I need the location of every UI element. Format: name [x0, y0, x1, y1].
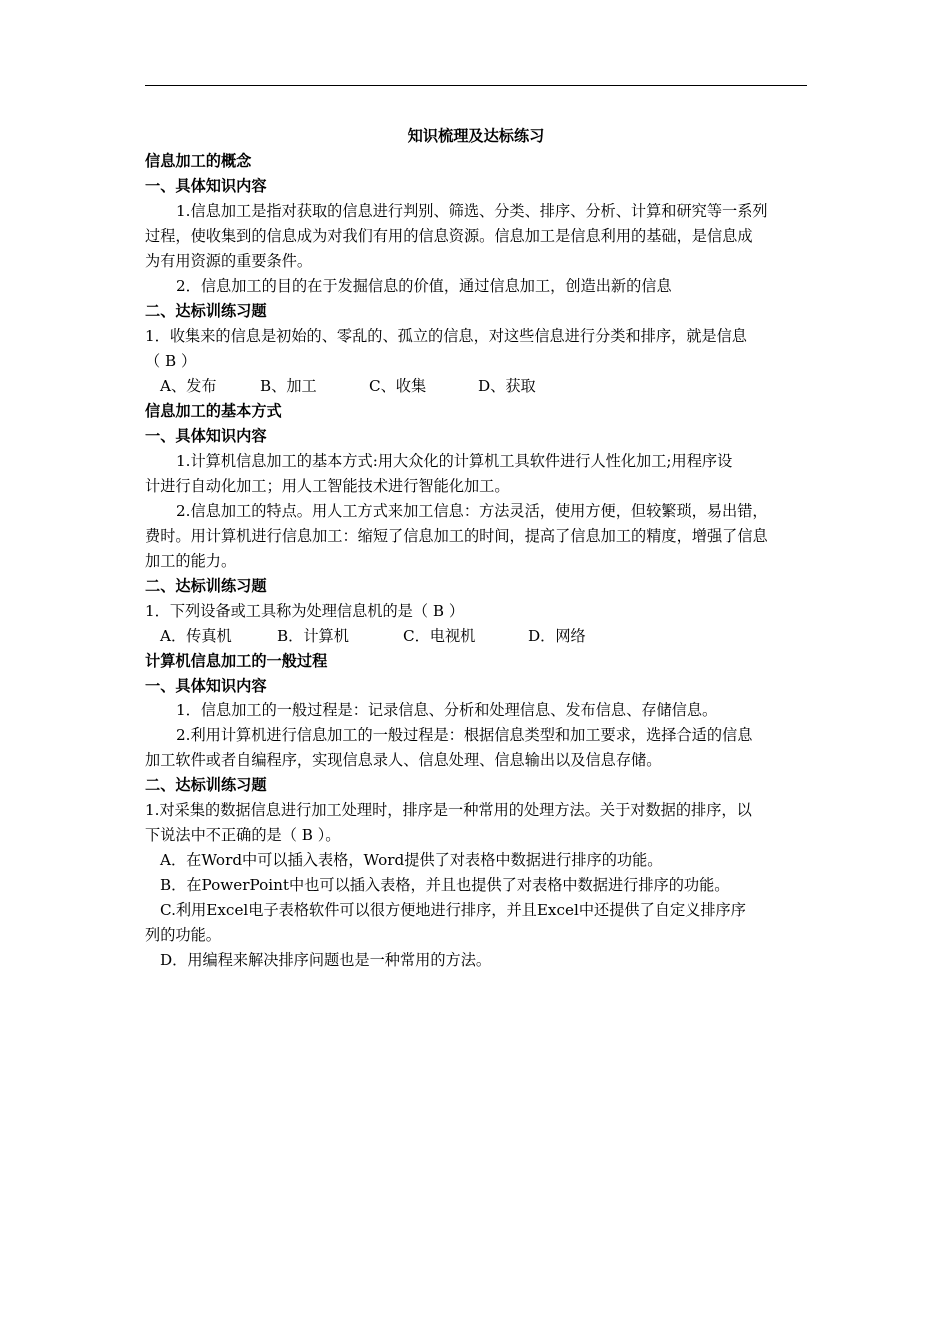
- question-line: 下说法中不正确的是（ B ）。: [145, 826, 341, 844]
- paragraph-line: 计进行自动化加工；用人工智能技术进行智能化加工。: [145, 477, 510, 495]
- option-b: B、加工: [260, 377, 317, 395]
- question-line: 1.对采集的数据信息进行加工处理时，排序是一种常用的处理方法。关于对数据的排序，以: [145, 801, 752, 819]
- question-line: （ B ）: [145, 352, 197, 370]
- option-c: C.利用Excel电子表格软件可以很方便地进行排序，并且Excel中还提供了自定义排序序: [160, 901, 746, 919]
- section-heading: 信息加工的概念: [145, 152, 252, 170]
- option-c-continued: 列的功能。: [145, 926, 221, 944]
- paragraph-line: 2.利用计算机进行信息加工的一般过程是：根据信息类型和加工要求，选择合适的信息: [176, 726, 753, 744]
- paragraph-line: 为有用资源的重要条件。: [145, 252, 313, 270]
- option-d: D、获取: [478, 377, 536, 395]
- knowledge-label: 一、具体知识内容: [145, 177, 267, 195]
- option-b: B．计算机: [277, 627, 349, 645]
- knowledge-label: 一、具体知识内容: [145, 427, 267, 445]
- option-c: C、收集: [369, 377, 427, 395]
- paragraph-line: 1.信息加工是指对获取的信息进行判别、筛选、分类、排序、分析、计算和研究等一系列: [176, 202, 768, 220]
- header-rule: [145, 85, 807, 86]
- option-c: C．电视机: [403, 627, 476, 645]
- question-line: 1．收集来的信息是初始的、零乱的、孤立的信息，对这些信息进行分类和排序，就是信息: [145, 327, 747, 345]
- option-b: B．在PowerPoint中也可以插入表格，并且也提供了对表格中数据进行排序的功能。: [160, 876, 730, 894]
- paragraph-line: 1.计算机信息加工的基本方式:用大众化的计算机工具软件进行人性化加工;用程序设: [176, 452, 733, 470]
- option-a: A．在Word中可以插入表格，Word提供了对表格中数据进行排序的功能。: [160, 851, 663, 869]
- option-a: A．传真机: [160, 627, 232, 645]
- section-heading: 计算机信息加工的一般过程: [145, 652, 328, 670]
- paragraph-line: 过程，使收集到的信息成为对我们有用的信息资源。信息加工是信息利用的基础，是信息成: [145, 227, 753, 245]
- paragraph-line: 加工软件或者自编程序，实现信息录人、信息处理、信息输出以及信息存储。: [145, 751, 662, 769]
- paragraph-line: 费时。用计算机进行信息加工：缩短了信息加工的时间，提高了信息加工的精度，增强了信息: [145, 527, 768, 545]
- section-heading: 信息加工的基本方式: [145, 402, 282, 420]
- exercise-label: 二、达标训练习题: [145, 776, 267, 794]
- paragraph-line: 2．信息加工的目的在于发掘信息的价值，通过信息加工，创造出新的信息: [176, 277, 672, 295]
- exercise-label: 二、达标训练习题: [145, 302, 267, 320]
- option-d: D．用编程来解决排序问题也是一种常用的方法。: [160, 951, 492, 969]
- exercise-label: 二、达标训练习题: [145, 577, 267, 595]
- paragraph-line: 1．信息加工的一般过程是：记录信息、分析和处理信息、发布信息、存储信息。: [176, 701, 718, 719]
- paragraph-line: 2.信息加工的特点。用人工方式来加工信息：方法灵活，使用方便，但较繁琐，易出错，: [176, 502, 768, 520]
- knowledge-label: 一、具体知识内容: [145, 677, 267, 695]
- question-line: 1．下列设备或工具称为处理信息机的是（ B ）: [145, 602, 465, 620]
- paragraph-line: 加工的能力。: [145, 552, 237, 570]
- option-a: A、发布: [160, 377, 217, 395]
- document-title: 知识梳理及达标练习: [407, 127, 545, 145]
- option-d: D．网络: [528, 627, 586, 645]
